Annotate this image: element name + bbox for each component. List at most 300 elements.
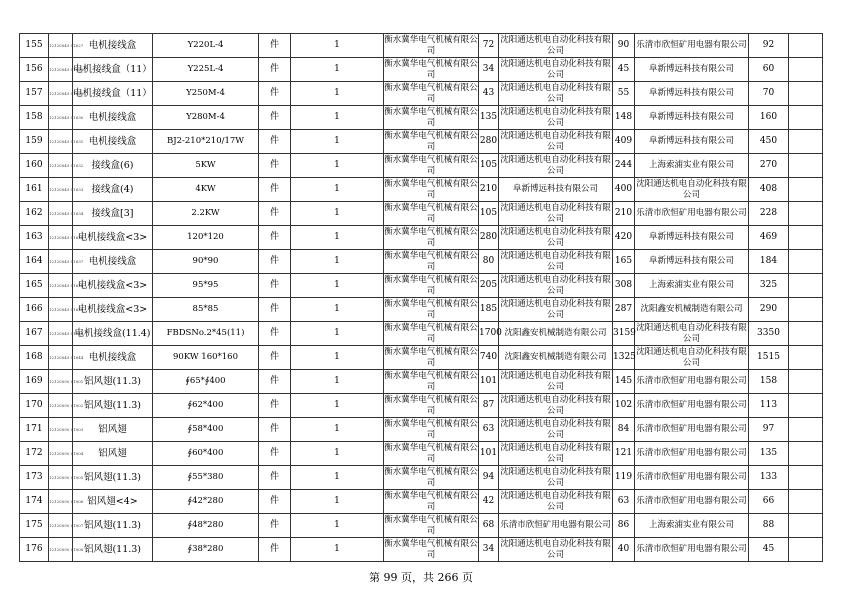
- supplier-1-text: 衡水冀华电气机械有限公司: [384, 106, 478, 128]
- row-number: 156: [20, 58, 49, 82]
- supplier-3-text: 沈阳通达机电自动化科技有限公司: [636, 322, 747, 344]
- table-row: [20, 370, 823, 394]
- item-unit: 件: [259, 346, 291, 370]
- supplier-1: [384, 130, 479, 154]
- supplier-1-text: 衡水冀华电气机械有限公司: [384, 442, 478, 464]
- material-code: 12120049 01635: [49, 226, 73, 250]
- supplier-2-text: 沈阳通达机电自动化科技有限公司: [500, 226, 611, 248]
- supplier-1: [384, 346, 479, 370]
- price-3: 408: [749, 178, 789, 202]
- empty-cell: [789, 466, 823, 490]
- supplier-2: [499, 274, 613, 298]
- supplier-2-text: 沈阳通达机电自动化科技有限公司: [500, 538, 611, 560]
- item-unit: 件: [259, 418, 291, 442]
- supplier-1-text: 衡水冀华电气机械有限公司: [384, 34, 478, 56]
- supplier-2: [499, 178, 613, 202]
- material-code: 12120049 01634: [49, 202, 73, 226]
- supplier-3: [635, 370, 749, 394]
- table-row: [20, 490, 823, 514]
- item-unit: 件: [259, 250, 291, 274]
- supplier-2: [499, 34, 613, 58]
- supplier-3: [635, 322, 749, 346]
- empty-cell: [789, 346, 823, 370]
- item-unit: 件: [259, 154, 291, 178]
- supplier-1: [384, 250, 479, 274]
- supplier-2: [499, 514, 613, 538]
- supplier-1: [384, 490, 479, 514]
- row-number: 164: [20, 250, 49, 274]
- price-1: 34: [479, 538, 499, 562]
- price-3: 88: [749, 514, 789, 538]
- supplier-1-text: 衡水冀华电气机械有限公司: [384, 370, 478, 392]
- supplier-1-text: 衡水冀华电气机械有限公司: [384, 322, 478, 344]
- supplier-2-text: 沈阳通达机电自动化科技有限公司: [500, 394, 611, 416]
- price-3: 70: [749, 82, 789, 106]
- supplier-2: [499, 58, 613, 82]
- supplier-3: [635, 490, 749, 514]
- empty-cell: [789, 58, 823, 82]
- item-unit: 件: [259, 322, 291, 346]
- material-code: 12120049 01639: [49, 298, 73, 322]
- empty-cell: [789, 202, 823, 226]
- price-2: 400: [613, 178, 635, 202]
- supplier-3: [635, 226, 749, 250]
- price-2: 63: [613, 490, 635, 514]
- table-row: [20, 274, 823, 298]
- price-1: 135: [479, 106, 499, 130]
- table-row: [20, 106, 823, 130]
- supplier-1-text: 衡水冀华电气机械有限公司: [384, 418, 478, 440]
- supplier-2: [499, 298, 613, 322]
- item-spec: Y225L-4: [153, 58, 259, 82]
- price-1: 185: [479, 298, 499, 322]
- supplier-2: [499, 538, 613, 562]
- table-row: [20, 82, 823, 106]
- item-name: 电机接线盒: [73, 106, 153, 130]
- table-body: [20, 34, 823, 562]
- item-name: 接线盒(6): [73, 154, 153, 178]
- item-name: 接线盒(4): [73, 178, 153, 202]
- row-number: 165: [20, 274, 49, 298]
- supplier-3: [635, 466, 749, 490]
- item-quantity: 1: [291, 346, 384, 370]
- item-name: 铝风翅(11.3): [73, 466, 153, 490]
- price-3: 270: [749, 154, 789, 178]
- row-number: 170: [20, 394, 49, 418]
- price-2: 90: [613, 34, 635, 58]
- supplier-1-text: 衡水冀华电气机械有限公司: [384, 178, 478, 200]
- price-3: 66: [749, 490, 789, 514]
- item-unit: 件: [259, 298, 291, 322]
- empty-cell: [789, 418, 823, 442]
- row-number: 155: [20, 34, 49, 58]
- supplier-3-text: 上海索浦实业有限公司: [648, 280, 734, 290]
- item-name: 电机接线盒<3>: [73, 226, 153, 250]
- supplier-1-text: 衡水冀华电气机械有限公司: [384, 130, 478, 152]
- supplier-2: [499, 466, 613, 490]
- supplier-3-text: 阜新博远科技有限公司: [648, 64, 734, 74]
- price-1: 42: [479, 490, 499, 514]
- supplier-1: [384, 466, 479, 490]
- item-spec: Y280M-4: [153, 106, 259, 130]
- table-row: [20, 178, 823, 202]
- price-2: 84: [613, 418, 635, 442]
- price-2: 165: [613, 250, 635, 274]
- row-number: 163: [20, 226, 49, 250]
- empty-cell: [789, 538, 823, 562]
- item-unit: 件: [259, 226, 291, 250]
- item-name: 铝风翅(11.3): [73, 538, 153, 562]
- item-quantity: 1: [291, 490, 384, 514]
- price-2: 40: [613, 538, 635, 562]
- supplier-2-text: 阜新博远科技有限公司: [512, 184, 598, 194]
- empty-cell: [789, 106, 823, 130]
- row-number: 166: [20, 298, 49, 322]
- table-row: [20, 322, 823, 346]
- material-code: 12120050 01003: [49, 418, 73, 442]
- empty-cell: [789, 154, 823, 178]
- price-2: 119: [613, 466, 635, 490]
- item-unit: 件: [259, 106, 291, 130]
- empty-cell: [789, 442, 823, 466]
- item-quantity: 1: [291, 418, 384, 442]
- price-3: 469: [749, 226, 789, 250]
- item-unit: 件: [259, 58, 291, 82]
- supplier-2: [499, 154, 613, 178]
- supplier-3-text: 沈阳通达机电自动化科技有限公司: [636, 178, 747, 200]
- item-unit: 件: [259, 130, 291, 154]
- supplier-3: [635, 106, 749, 130]
- item-quantity: 1: [291, 154, 384, 178]
- supplier-3-text: 乐清市欣恒矿用电器有限公司: [636, 472, 747, 482]
- item-unit: 件: [259, 202, 291, 226]
- supplier-2: [499, 202, 613, 226]
- empty-cell: [789, 34, 823, 58]
- supplier-3-text: 上海索浦实业有限公司: [648, 160, 734, 170]
- item-quantity: 1: [291, 178, 384, 202]
- supplier-3: [635, 202, 749, 226]
- supplier-2: [499, 418, 613, 442]
- price-1: 68: [479, 514, 499, 538]
- price-1: 72: [479, 34, 499, 58]
- supplier-1: [384, 394, 479, 418]
- supplier-2-text: 沈阳通达机电自动化科技有限公司: [500, 274, 611, 296]
- supplier-3: [635, 178, 749, 202]
- item-name: 电机接线盒: [73, 250, 153, 274]
- item-spec: 85*85: [153, 298, 259, 322]
- material-code: 12120049 01629: [49, 82, 73, 106]
- supplier-3-text: 乐清市欣恒矿用电器有限公司: [636, 400, 747, 410]
- supplier-2: [499, 226, 613, 250]
- supplier-3-text: 上海索浦实业有限公司: [648, 520, 734, 530]
- item-spec: Y250M-4: [153, 82, 259, 106]
- table-row: [20, 346, 823, 370]
- material-code: 12120049 01644: [49, 346, 73, 370]
- item-quantity: 1: [291, 370, 384, 394]
- row-number: 162: [20, 202, 49, 226]
- row-number: 160: [20, 154, 49, 178]
- supplier-1: [384, 298, 479, 322]
- supplier-2-text: 沈阳通达机电自动化科技有限公司: [500, 490, 611, 512]
- supplier-1-text: 衡水冀华电气机械有限公司: [384, 274, 478, 296]
- supplier-3: [635, 394, 749, 418]
- item-name: 电机接线盒: [73, 34, 153, 58]
- table-row: [20, 442, 823, 466]
- price-1: 280: [479, 130, 499, 154]
- supplier-3: [635, 538, 749, 562]
- price-2: 148: [613, 106, 635, 130]
- row-number: 169: [20, 370, 49, 394]
- supplier-1: [384, 34, 479, 58]
- item-unit: 件: [259, 514, 291, 538]
- item-spec: ∮42*280: [153, 490, 259, 514]
- supplier-3-text: 沈阳通达机电自动化科技有限公司: [636, 346, 747, 368]
- price-2: 308: [613, 274, 635, 298]
- table-row: [20, 418, 823, 442]
- item-spec: 2.2KW: [153, 202, 259, 226]
- supplier-1-text: 衡水冀华电气机械有限公司: [384, 394, 478, 416]
- price-1: 740: [479, 346, 499, 370]
- supplier-2-text: 沈阳通达机电自动化科技有限公司: [500, 130, 611, 152]
- empty-cell: [789, 322, 823, 346]
- page-footer: 第 99 页，共 266 页: [369, 571, 473, 584]
- item-unit: 件: [259, 466, 291, 490]
- item-quantity: 1: [291, 106, 384, 130]
- supplier-1-text: 衡水冀华电气机械有限公司: [384, 58, 478, 80]
- supplier-3-text: 乐清市欣恒矿用电器有限公司: [636, 496, 747, 506]
- supplier-3: [635, 346, 749, 370]
- item-quantity: 1: [291, 274, 384, 298]
- item-quantity: 1: [291, 202, 384, 226]
- item-name: 电机接线盒(11.4): [73, 322, 153, 346]
- price-2: 420: [613, 226, 635, 250]
- price-2: 409: [613, 130, 635, 154]
- supplier-3: [635, 418, 749, 442]
- supplier-2-text: 沈阳通达机电自动化科技有限公司: [500, 442, 611, 464]
- supplier-2: [499, 442, 613, 466]
- item-spec: ∮60*400: [153, 442, 259, 466]
- row-number: 158: [20, 106, 49, 130]
- price-2: 287: [613, 298, 635, 322]
- supplier-2: [499, 106, 613, 130]
- item-spec: 120*120: [153, 226, 259, 250]
- row-number: 159: [20, 130, 49, 154]
- item-unit: 件: [259, 370, 291, 394]
- price-3: 97: [749, 418, 789, 442]
- material-code: 12120049 01632: [49, 154, 73, 178]
- empty-cell: [789, 274, 823, 298]
- supplier-2-text: 沈阳通达机电自动化科技有限公司: [500, 154, 611, 176]
- item-quantity: 1: [291, 298, 384, 322]
- item-unit: 件: [259, 394, 291, 418]
- item-quantity: 1: [291, 442, 384, 466]
- price-3: 450: [749, 130, 789, 154]
- price-2: 121: [613, 442, 635, 466]
- price-3: 158: [749, 370, 789, 394]
- price-2: 45: [613, 58, 635, 82]
- item-spec: 90KW 160*160: [153, 346, 259, 370]
- supplier-1: [384, 202, 479, 226]
- item-spec: Y220L-4: [153, 34, 259, 58]
- supplier-1: [384, 106, 479, 130]
- table-row: [20, 298, 823, 322]
- supplier-3: [635, 274, 749, 298]
- table-row: [20, 154, 823, 178]
- material-code: 12120050 01007: [49, 514, 73, 538]
- supplier-2-text: 沈阳通达机电自动化科技有限公司: [500, 298, 611, 320]
- material-code: 12120049 01640: [49, 322, 73, 346]
- supplier-1-text: 衡水冀华电气机械有限公司: [384, 346, 478, 368]
- item-spec: ∮58*400: [153, 418, 259, 442]
- supplier-3-text: 阜新博远科技有限公司: [648, 136, 734, 146]
- table-row: [20, 34, 823, 58]
- item-quantity: 1: [291, 538, 384, 562]
- item-quantity: 1: [291, 322, 384, 346]
- item-spec: FBDSNo.2*45(11): [153, 322, 259, 346]
- supplier-2: [499, 346, 613, 370]
- supplier-1: [384, 178, 479, 202]
- row-number: 171: [20, 418, 49, 442]
- empty-cell: [789, 514, 823, 538]
- supplier-1: [384, 514, 479, 538]
- row-number: 175: [20, 514, 49, 538]
- supplier-1: [384, 538, 479, 562]
- item-name: 电机接线盒<3>: [73, 298, 153, 322]
- supplier-1-text: 衡水冀华电气机械有限公司: [384, 490, 478, 512]
- supplier-3-text: 阜新博远科技有限公司: [648, 256, 734, 266]
- item-quantity: 1: [291, 82, 384, 106]
- supplier-2: [499, 394, 613, 418]
- supplier-3: [635, 34, 749, 58]
- supplier-3: [635, 298, 749, 322]
- material-code: 12120049 01631: [49, 130, 73, 154]
- table-row: [20, 130, 823, 154]
- material-code: 12120050 01002: [49, 394, 73, 418]
- supplier-2-text: 沈阳通达机电自动化科技有限公司: [500, 82, 611, 104]
- item-spec: ∮55*380: [153, 466, 259, 490]
- material-code: 12120050 01008: [49, 538, 73, 562]
- material-code: 12120050 01005: [49, 466, 73, 490]
- table-row: [20, 226, 823, 250]
- price-3: 228: [749, 202, 789, 226]
- price-3: 92: [749, 34, 789, 58]
- supplier-2-text: 沈阳通达机电自动化科技有限公司: [500, 58, 611, 80]
- supplier-3-text: 乐清市欣恒矿用电器有限公司: [636, 376, 747, 386]
- item-unit: 件: [259, 178, 291, 202]
- table-row: [20, 514, 823, 538]
- price-3: 160: [749, 106, 789, 130]
- supplier-2-text: 沈阳通达机电自动化科技有限公司: [500, 418, 611, 440]
- empty-cell: [789, 178, 823, 202]
- row-number: 161: [20, 178, 49, 202]
- supplier-2: [499, 82, 613, 106]
- supplier-2-text: 沈阳通达机电自动化科技有限公司: [500, 250, 611, 272]
- price-1: 63: [479, 418, 499, 442]
- item-quantity: 1: [291, 466, 384, 490]
- price-3: 133: [749, 466, 789, 490]
- item-quantity: 1: [291, 130, 384, 154]
- supplier-2-text: 沈阳通达机电自动化科技有限公司: [500, 106, 611, 128]
- supplier-3-text: 阜新博远科技有限公司: [648, 88, 734, 98]
- supplier-1-text: 衡水冀华电气机械有限公司: [384, 466, 478, 488]
- supplier-2-text: 沈阳鑫安机械制造有限公司: [504, 328, 607, 338]
- supplier-2: [499, 250, 613, 274]
- material-code: 12120049 01630: [49, 106, 73, 130]
- item-spec: ∮65*∮400: [153, 370, 259, 394]
- price-2: 210: [613, 202, 635, 226]
- table-row: [20, 394, 823, 418]
- item-spec: ∮48*280: [153, 514, 259, 538]
- supplier-2: [499, 130, 613, 154]
- item-spec: 5KW: [153, 154, 259, 178]
- supplier-2-text: 沈阳通达机电自动化科技有限公司: [500, 370, 611, 392]
- supplier-3-text: 乐清市欣恒矿用电器有限公司: [636, 208, 747, 218]
- item-quantity: 1: [291, 58, 384, 82]
- supplier-1: [384, 226, 479, 250]
- supplier-1: [384, 370, 479, 394]
- price-2: 102: [613, 394, 635, 418]
- item-name: 电机接线盒<3>: [73, 274, 153, 298]
- supplier-3-text: 沈阳鑫安机械制造有限公司: [640, 304, 743, 314]
- empty-cell: [789, 250, 823, 274]
- item-unit: 件: [259, 34, 291, 58]
- price-3: 290: [749, 298, 789, 322]
- item-name: 铝风翅: [73, 442, 153, 466]
- supplier-3-text: 阜新博远科技有限公司: [648, 112, 734, 122]
- item-spec: BJ2-210*210/17W: [153, 130, 259, 154]
- item-spec: 90*90: [153, 250, 259, 274]
- price-3: 1515: [749, 346, 789, 370]
- item-name: 电机接线盒: [73, 346, 153, 370]
- price-2: 86: [613, 514, 635, 538]
- supplier-2-text: 沈阳通达机电自动化科技有限公司: [500, 202, 611, 224]
- supplier-1-text: 衡水冀华电气机械有限公司: [384, 226, 478, 248]
- price-1: 43: [479, 82, 499, 106]
- row-number: 174: [20, 490, 49, 514]
- supplier-1-text: 衡水冀华电气机械有限公司: [384, 82, 478, 104]
- table-row: [20, 250, 823, 274]
- item-spec: ∮38*280: [153, 538, 259, 562]
- item-name: 铝风翅(11.3): [73, 370, 153, 394]
- price-1: 80: [479, 250, 499, 274]
- supplier-1: [384, 154, 479, 178]
- item-name: 电机接线盒（11）: [73, 58, 153, 82]
- supplier-2: [499, 322, 613, 346]
- row-number: 167: [20, 322, 49, 346]
- item-quantity: 1: [291, 34, 384, 58]
- price-3: 135: [749, 442, 789, 466]
- table-row: [20, 202, 823, 226]
- item-unit: 件: [259, 538, 291, 562]
- material-code: 12120049 01638: [49, 274, 73, 298]
- price-3: 113: [749, 394, 789, 418]
- item-name: 铝风翅(11.3): [73, 514, 153, 538]
- price-1: 94: [479, 466, 499, 490]
- item-spec: ∮62*400: [153, 394, 259, 418]
- supplier-2-text: 乐清市欣恒矿用电器有限公司: [500, 520, 611, 530]
- price-1: 210: [479, 178, 499, 202]
- supplier-3: [635, 82, 749, 106]
- item-quantity: 1: [291, 514, 384, 538]
- table-row: [20, 538, 823, 562]
- empty-cell: [789, 130, 823, 154]
- item-name: 铝风翅(11.3): [73, 394, 153, 418]
- empty-cell: [789, 490, 823, 514]
- price-3: 60: [749, 58, 789, 82]
- material-code: 12120049 01637: [49, 250, 73, 274]
- price-1: 101: [479, 442, 499, 466]
- price-1: 205: [479, 274, 499, 298]
